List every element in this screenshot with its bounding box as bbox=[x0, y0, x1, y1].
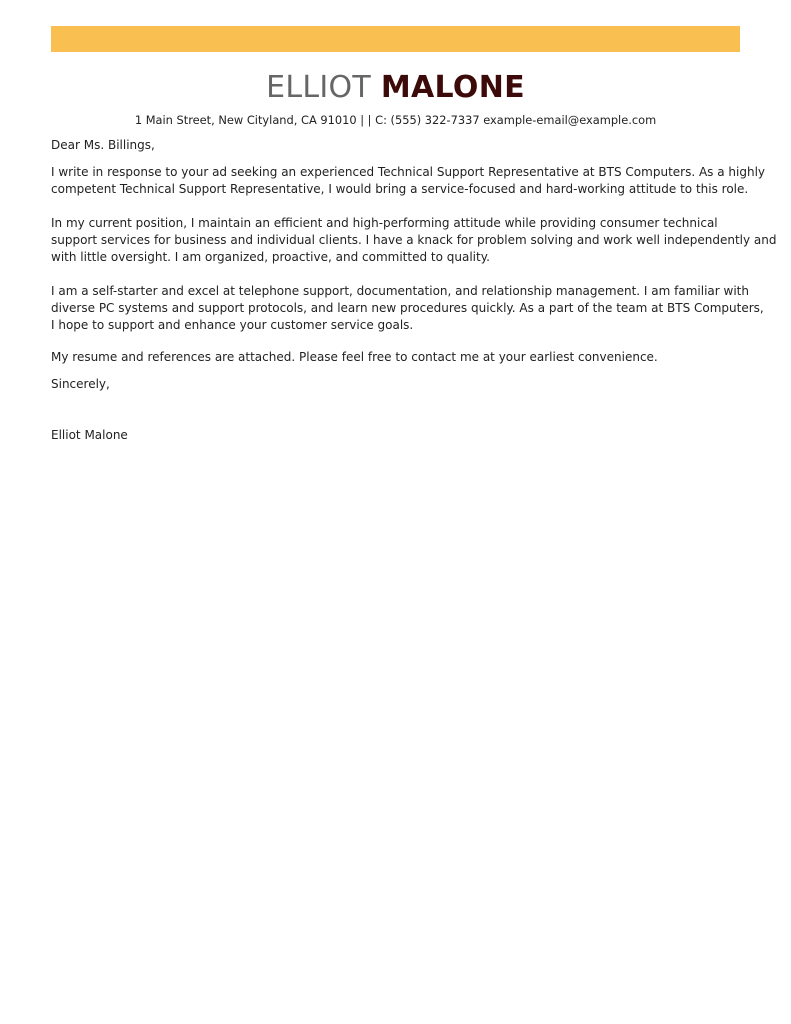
contact-info: 1 Main Street, New Cityland, CA 91010 | | C: (555) 322-7337 example-email@example.com bbox=[134, 113, 657, 127]
first-name: ELLIOT bbox=[266, 70, 372, 105]
name-heading bbox=[0, 70, 791, 106]
paragraph-3 bbox=[51, 283, 764, 334]
accent-bar bbox=[51, 26, 740, 52]
paragraph-2 bbox=[51, 215, 777, 266]
paragraph-line: competent Technical Support Representative, I would bring a service-focused and hard-working attitude to this role. bbox=[51, 182, 749, 196]
paragraph-1 bbox=[51, 164, 766, 198]
paragraph-line: diverse PC systems and support protocols, and learn new procedures quickly. As a part of the team at BTS Computers, bbox=[51, 301, 764, 315]
paragraph-line: I write in response to your ad seeking an experienced Technical Support Representative at BTS Computers. As a highly bbox=[51, 165, 766, 179]
paragraph-line: In my current position, I maintain an efficient and high-performing attitude while providing consumer technical bbox=[51, 216, 718, 230]
salutation: Dear Ms. Billings, bbox=[51, 138, 155, 152]
paragraph-line: support services for business and individual clients. I have a knack for problem solving and work well independently and bbox=[51, 233, 777, 247]
signature-name: Elliot Malone bbox=[51, 428, 128, 442]
closing: Sincerely, bbox=[51, 377, 110, 391]
paragraph-line: with little oversight. I am organized, proactive, and committed to quality. bbox=[51, 250, 490, 264]
paragraph-4 bbox=[51, 349, 751, 366]
paragraph-line: I am a self-starter and excel at telephone support, documentation, and relationship management. I am familiar with bbox=[51, 284, 749, 298]
last-name: MALONE bbox=[380, 70, 525, 105]
paragraph-line: My resume and references are attached. Please feel free to contact me at your earliest convenience. bbox=[51, 350, 658, 364]
paragraph-line: I hope to support and enhance your customer service goals. bbox=[51, 318, 414, 332]
